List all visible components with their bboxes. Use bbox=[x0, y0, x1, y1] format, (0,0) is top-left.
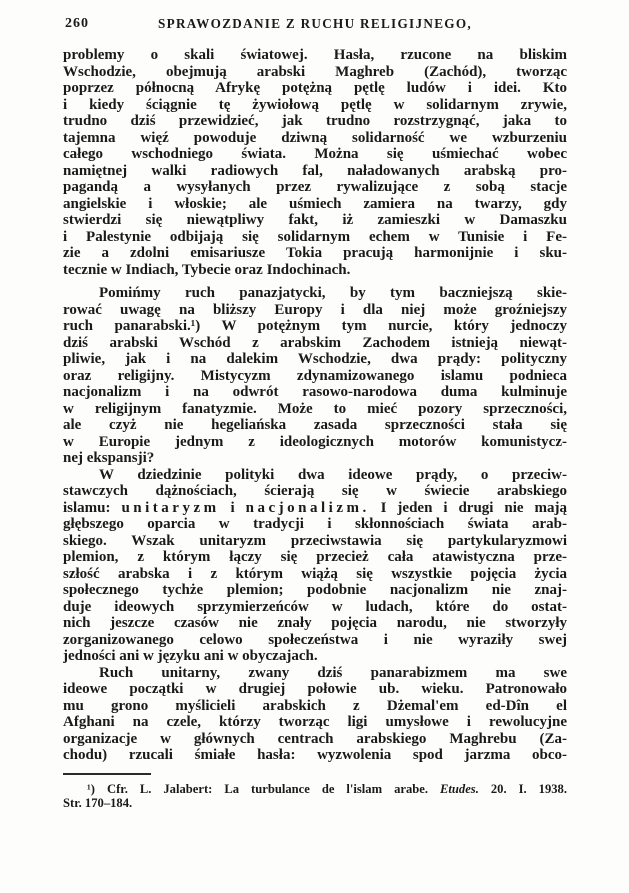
text-segment: tecznie w Indiach, Tybecie oraz Indochinach. bbox=[63, 261, 351, 278]
text-line bbox=[63, 97, 567, 114]
text-line bbox=[63, 582, 567, 599]
footnote-separator-rule bbox=[63, 773, 151, 775]
paragraph bbox=[63, 285, 567, 467]
text-line bbox=[63, 229, 567, 246]
letterspaced-text-segment: nacjonalizm. bbox=[245, 499, 370, 516]
text-line bbox=[63, 47, 567, 64]
text-segment: stwierdzi się niewątpliwy fakt, iż zamieszki w Damaszku bbox=[63, 212, 567, 228]
text-segment: i kiedy ściągnie tę żywiołową pętlę w solidarnym zrywie, bbox=[63, 96, 567, 113]
text-line bbox=[63, 318, 567, 335]
text-line bbox=[63, 549, 567, 566]
text-line bbox=[63, 64, 567, 81]
text-segment: Ruch unitarny, zwany dziś panarabizmem ma swe bbox=[99, 664, 567, 681]
text-segment: społecznego tychże plemion; podobnie nacjonalizm nie znaj- bbox=[63, 582, 567, 598]
text-line bbox=[63, 351, 567, 368]
text-line bbox=[63, 80, 567, 97]
text-line bbox=[63, 384, 567, 401]
text-line bbox=[63, 450, 567, 467]
text-line bbox=[63, 599, 567, 616]
text-segment: namiętnej walki radiowych fal, naładowanych arabską pro- bbox=[63, 162, 567, 179]
text-segment: Str. 170–184. bbox=[63, 795, 133, 810]
text-line bbox=[63, 747, 567, 764]
text-segment: nacjonalizm i na odwrót rasowo-narodowa duma kulminuje bbox=[63, 384, 567, 400]
text-line bbox=[63, 212, 567, 229]
text-line bbox=[63, 500, 567, 517]
page-header bbox=[63, 16, 567, 34]
text-line bbox=[63, 130, 567, 147]
text-segment: głębszego oparcia w tradycji i skłonnościach świata arab- bbox=[63, 516, 567, 532]
text-segment: pliwie, jak i na dalekim Wschodzie, dwa prądy: polityczny bbox=[63, 351, 567, 367]
text-segment: Afghani na czele, którzy tworząc ligi umysłowe i rewolucyjne bbox=[63, 714, 567, 730]
text-segment: pagandą a wysyłanych przez rywalizujące z sobą stacje bbox=[63, 179, 567, 195]
text-segment: zie a zdolni emisariusze Tokia pracują harmonijnie i sku- bbox=[63, 245, 567, 261]
text-segment: jedności ani w języku ani w obyczajach. bbox=[63, 648, 318, 664]
text-line bbox=[63, 516, 567, 533]
text-segment: szłość arabska i z którym wiążą się wszystkie pojęcia życia bbox=[63, 565, 567, 582]
text-line bbox=[63, 196, 567, 213]
text-line bbox=[63, 681, 567, 698]
text-segment: i bbox=[219, 499, 246, 516]
text-line bbox=[63, 615, 567, 632]
text-line bbox=[63, 698, 567, 715]
text-segment: mu grono myślicieli arabskich z Dżemal'em ed-Dîn el bbox=[63, 697, 567, 714]
text-line bbox=[63, 179, 567, 196]
text-segment: 20. I. 1938. bbox=[478, 781, 567, 796]
text-line bbox=[63, 483, 567, 500]
text-segment: problemy o skali światowej. Hasła, rzucone na bliskim bbox=[63, 47, 567, 63]
text-segment: całego wschodniego świata. Można się uśmiechać wobec bbox=[63, 146, 567, 162]
text-line bbox=[63, 467, 567, 484]
text-segment: trudno dziś przewidzieć, jak trudno rozstrzygnąć, jaka to bbox=[63, 113, 567, 129]
paragraph bbox=[63, 665, 567, 764]
text-segment: I jeden i drugi nie mają bbox=[369, 499, 567, 516]
text-segment: plemion, z którym łączy się przecież cała atawistyczna prze- bbox=[63, 549, 567, 565]
text-line bbox=[63, 401, 567, 418]
text-line bbox=[63, 262, 567, 279]
text-line bbox=[63, 533, 567, 550]
footnote-text bbox=[63, 782, 567, 810]
text-segment: chodu) rzucali śmiałe hasła: wyzwolenia spod jarzma obco- bbox=[63, 747, 567, 763]
text-segment: w religijnym fanatyzmie. Może to mieć pozory sprzeczności, bbox=[63, 400, 567, 417]
text-segment: stawczych dążnościach, ścierają się w świecie arabskiego bbox=[63, 483, 567, 499]
running-title: SPRAWOZDANIE Z RUCHU RELIGIJNEGO, bbox=[157, 16, 472, 31]
text-segment: zorganizowanego celowo społeczeństwa i nie wyraziły swej bbox=[63, 631, 567, 648]
text-segment: ruch panarabski.¹) W potężnym tym nurcie, który jednoczy bbox=[63, 318, 567, 334]
text-line bbox=[63, 731, 567, 748]
text-line bbox=[63, 146, 567, 163]
text-line bbox=[63, 632, 567, 649]
paragraph bbox=[63, 467, 567, 665]
page-number: 260 bbox=[65, 16, 89, 31]
text-segment: duje ideowych sprzymierzeńców w ludach, które do ostat- bbox=[63, 598, 567, 615]
text-line bbox=[63, 648, 567, 665]
text-segment: tajemna więź powoduje dziwną solidarność we wzburzeniu bbox=[63, 129, 567, 146]
text-line bbox=[63, 566, 567, 583]
text-segment: Wschodzie, obejmują arabski Maghreb (Zachód), tworząc bbox=[63, 63, 567, 80]
text-segment: ale czyż nie hegeliańska zasada sprzeczności stała się bbox=[63, 417, 567, 433]
text-segment: angielskie i włoskie; ale uśmiech zamiera na twarzy, gdy bbox=[63, 195, 567, 212]
text-segment: nich jeszcze czasów nie znały pojęcia narodu, nie stworzyły bbox=[63, 615, 567, 631]
text-segment: islamu: bbox=[63, 499, 122, 516]
text-segment: ideowe początki w drugiej połowie ub. wieku. Patronowało bbox=[63, 681, 567, 697]
text-line bbox=[63, 665, 567, 682]
text-line bbox=[63, 417, 567, 434]
text-segment: w Europie jednym z ideologicznych motorów komunistycz- bbox=[63, 433, 567, 450]
text-line bbox=[63, 796, 567, 810]
paragraph bbox=[63, 47, 567, 278]
text-segment: oraz religijny. Mistycyzm zdynamizowanego islamu podnieca bbox=[63, 367, 567, 384]
text-segment: organizacje w głównych centrach arabskiego Maghrebu (Za- bbox=[63, 730, 567, 747]
text-line bbox=[63, 782, 567, 796]
text-line bbox=[63, 163, 567, 180]
text-line bbox=[63, 302, 567, 319]
text-line bbox=[63, 245, 567, 262]
text-segment: rować uwagę na bliższy Europy i dla niej może groźniejszy bbox=[63, 301, 567, 318]
italic-text-segment: Etudes. bbox=[440, 781, 479, 796]
text-line bbox=[63, 335, 567, 352]
text-segment: W dziedzinie polityki dwa ideowe prądy, o przeciw- bbox=[99, 466, 567, 483]
text-line bbox=[63, 714, 567, 731]
text-segment: dziś arabski Wschód z arabskim Zachodem istnieją niewąt- bbox=[63, 334, 567, 351]
text-segment: nej ekspansji? bbox=[63, 450, 155, 466]
letterspaced-text-segment: unitaryzm bbox=[121, 499, 220, 516]
body-text bbox=[63, 47, 567, 764]
footnote bbox=[63, 773, 567, 810]
text-line bbox=[63, 434, 567, 451]
text-line bbox=[63, 285, 567, 302]
text-segment: Pomińmy ruch panazjatycki, by tym baczniejszą skie- bbox=[99, 285, 567, 301]
text-line bbox=[63, 368, 567, 385]
text-segment: i Palestynie odbijają się solidarnym echem w Tunisie i Fe- bbox=[63, 228, 567, 245]
text-segment: poprzez północną Afrykę potężną pętlę ludów i idei. Kto bbox=[63, 80, 567, 96]
text-segment: skiego. Wszak unitaryzm przeciwstawia się partykularyzmowi bbox=[63, 532, 567, 549]
text-segment: ¹) Cfr. L. Jalabert: La turbulance de l'islam arabe. bbox=[87, 781, 441, 796]
text-line bbox=[63, 113, 567, 130]
